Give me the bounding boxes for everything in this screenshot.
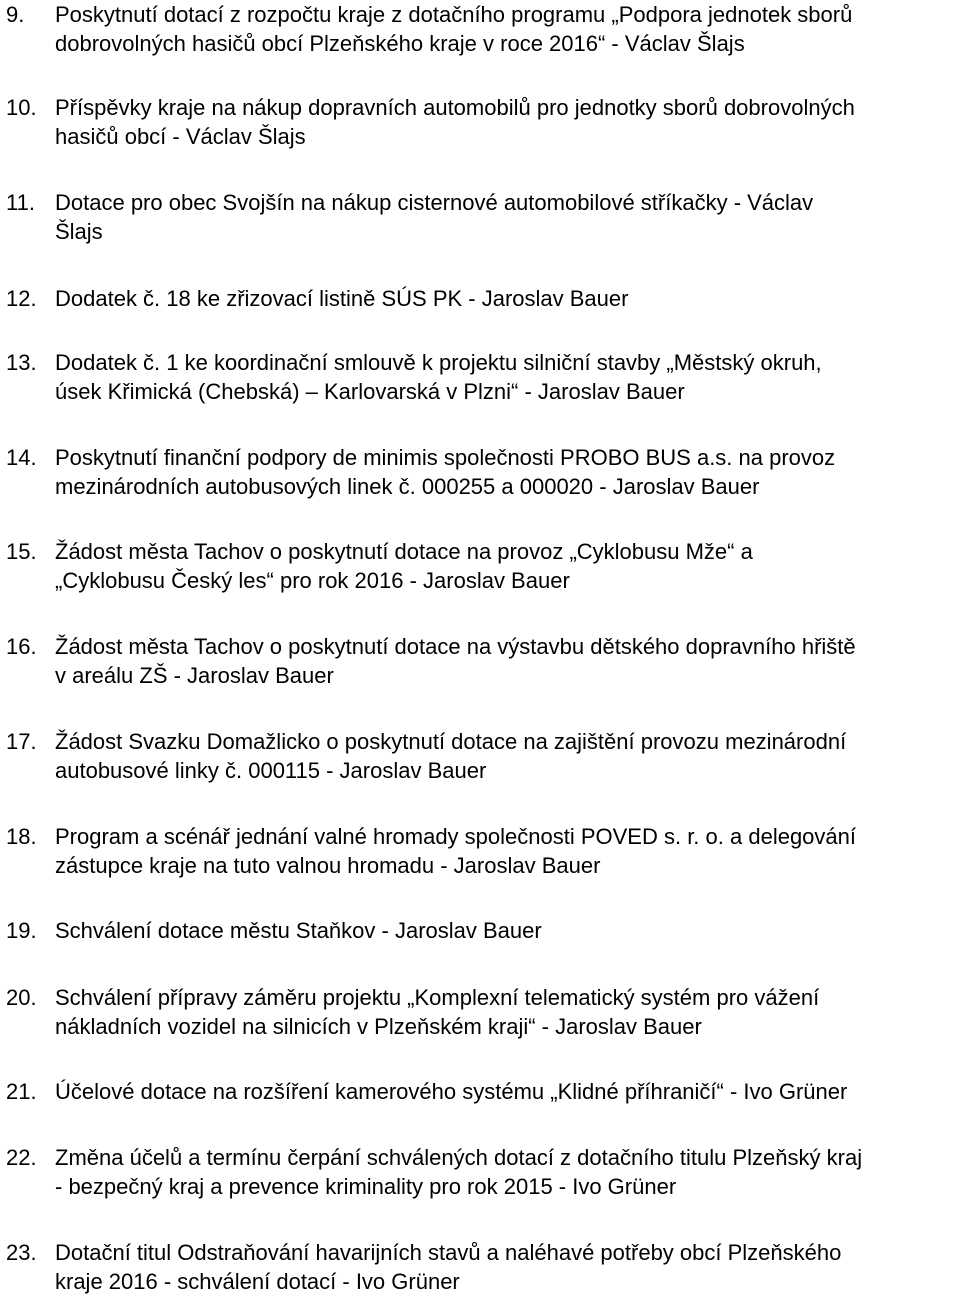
item-line: kraje 2016 - schválení dotací - Ivo Grüner — [55, 1269, 460, 1294]
item-number: 22. — [6, 1145, 37, 1170]
item-text — [55, 1238, 960, 1296]
item-number: 12. — [6, 286, 37, 311]
item-line: mezinárodních autobusových linek č. 000255 a 000020 - Jaroslav Bauer — [55, 474, 760, 499]
item-line: Účelové dotace na rozšíření kamerového systému „Klidné příhraničí“ - Ivo Grüner — [55, 1079, 848, 1104]
item-number: 17. — [6, 729, 37, 754]
item-line: nákladních vozidel na silnicích v Plzeňském kraji“ - Jaroslav Bauer — [55, 1014, 702, 1039]
item-number: 10. — [6, 95, 37, 120]
item-line: Dodatek č. 18 ke zřizovací listině SÚS PK - Jaroslav Bauer — [55, 286, 629, 311]
item-number: 13. — [6, 350, 37, 375]
item-line: dobrovolných hasičů obcí Plzeňského kraje v roce 2016“ - Václav Šlajs — [55, 31, 745, 56]
item-text — [55, 443, 960, 501]
item-line: v areálu ZŠ - Jaroslav Bauer — [55, 663, 334, 688]
item-number: 19. — [6, 918, 37, 943]
item-line: Žádost města Tachov o poskytnutí dotace na výstavbu dětského dopravního hřiště — [55, 634, 856, 659]
item-text — [55, 0, 960, 58]
item-text — [55, 284, 960, 313]
item-line: Schválení přípravy záměru projektu „Komplexní telematický systém pro vážení — [55, 985, 820, 1010]
item-number: 14. — [6, 445, 37, 470]
item-line: Program a scénář jednání valné hromady společnosti POVED s. r. o. a delegování — [55, 824, 856, 849]
item-text — [55, 727, 960, 785]
item-line: Žádost Svazku Domažlicko o poskytnutí dotace na zajištění provozu mezinárodní — [55, 729, 847, 754]
item-line: „Cyklobusu Český les“ pro rok 2016 - Jaroslav Bauer — [55, 568, 570, 593]
item-text — [55, 1077, 960, 1106]
item-number: 11. — [6, 190, 35, 215]
item-text — [55, 983, 960, 1041]
item-line: - bezpečný kraj a prevence kriminality pro rok 2015 - Ivo Grüner — [55, 1174, 677, 1199]
item-number: 23. — [6, 1240, 37, 1265]
item-line: Příspěvky kraje na nákup dopravních automobilů pro jednotky sborů dobrovolných — [55, 95, 855, 120]
item-line: Dotační titul Odstraňování havarijních stavů a naléhavé potřeby obcí Plzeňského — [55, 1240, 842, 1265]
item-text — [55, 916, 960, 945]
item-line: Změna účelů a termínu čerpání schválených dotací z dotačního titulu Plzeňský kraj — [55, 1145, 863, 1170]
item-line: úsek Křimická (Chebská) – Karlovarská v Plzni“ - Jaroslav Bauer — [55, 379, 685, 404]
item-text — [55, 632, 960, 690]
item-line: zástupce kraje na tuto valnou hromadu - Jaroslav Bauer — [55, 853, 601, 878]
item-number: 15. — [6, 539, 37, 564]
item-text — [55, 822, 960, 880]
item-number: 9. — [6, 2, 25, 27]
item-line: Schválení dotace městu Staňkov - Jaroslav Bauer — [55, 918, 542, 943]
item-line: Poskytnutí finanční podpory de minimis společnosti PROBO BUS a.s. na provoz — [55, 445, 836, 470]
item-line: Dotace pro obec Svojšín na nákup cisternové automobilové stříkačky - Václav — [55, 190, 814, 215]
item-text — [55, 1143, 960, 1201]
item-line: hasičů obcí - Václav Šlajs — [55, 124, 306, 149]
item-text — [55, 537, 960, 595]
item-number: 20. — [6, 985, 37, 1010]
item-line: Žádost města Tachov o poskytnutí dotace na provoz „Cyklobusu Mže“ a — [55, 539, 753, 564]
item-line: autobusové linky č. 000115 - Jaroslav Bauer — [55, 758, 487, 783]
item-line: Šlajs — [55, 219, 103, 244]
item-line: Poskytnutí dotací z rozpočtu kraje z dotačního programu „Podpora jednotek sborů — [55, 2, 853, 27]
item-number: 16. — [6, 634, 37, 659]
item-number: 18. — [6, 824, 37, 849]
item-text — [55, 348, 960, 406]
item-number: 21. — [6, 1079, 37, 1104]
item-text — [55, 188, 960, 246]
item-text — [55, 93, 960, 151]
item-line: Dodatek č. 1 ke koordinační smlouvě k projektu silniční stavby „Městský okruh, — [55, 350, 822, 375]
